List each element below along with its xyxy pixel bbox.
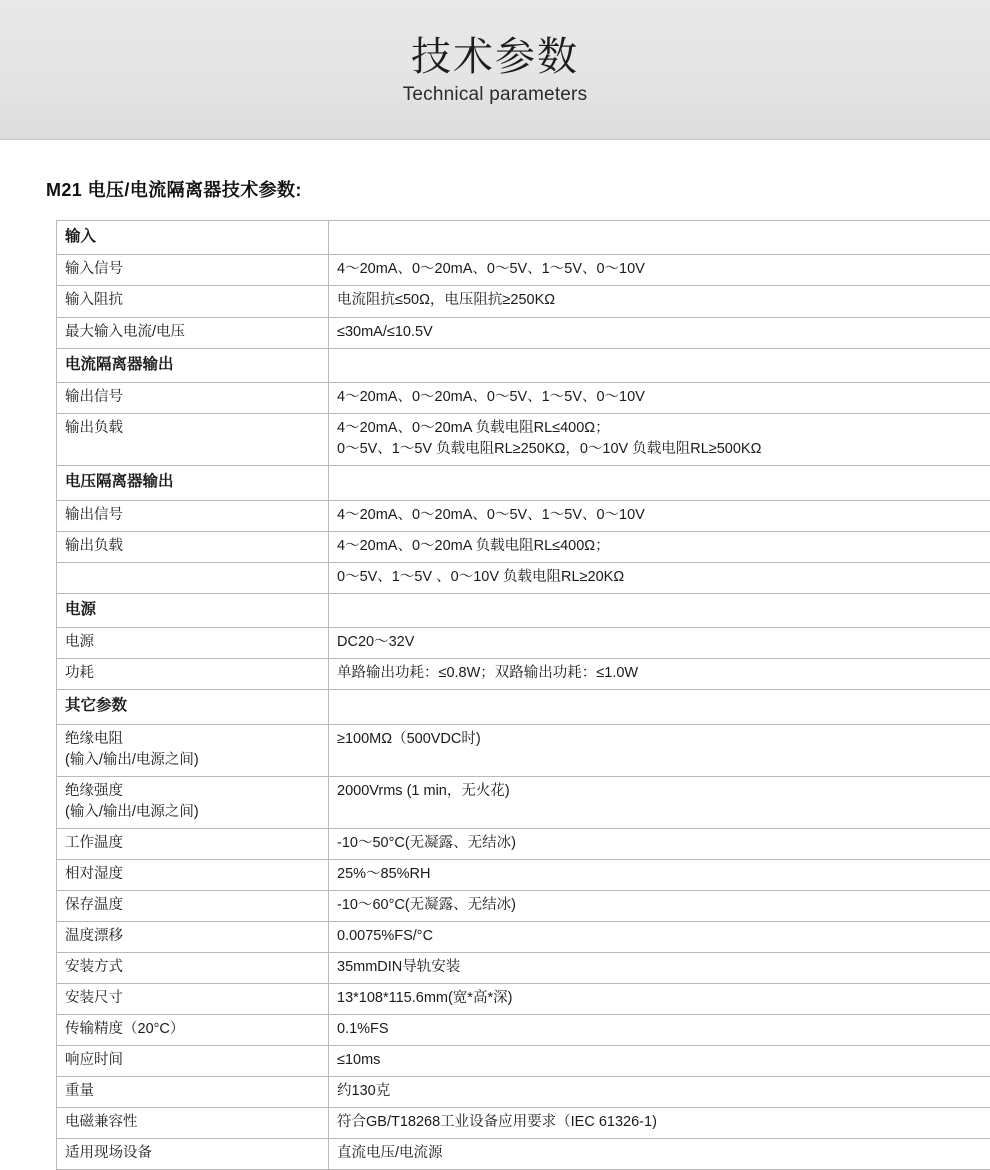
table-cell-value: ≤10ms — [329, 1045, 990, 1076]
table-group-row — [57, 690, 990, 724]
table-cell-value: 0.0075%FS/°C — [329, 921, 990, 952]
table-row — [57, 724, 990, 776]
table-cell-label: 电压隔离器输出 — [57, 466, 329, 500]
table-row — [57, 1076, 990, 1107]
table-cell-value: 符合GB/T18268工业设备应用要求（IEC 61326-1) — [329, 1107, 990, 1138]
spec-table — [56, 220, 990, 1170]
table-row — [57, 983, 990, 1014]
table-cell-label: 重量 — [57, 1076, 329, 1107]
table-cell-label: 输入阻抗 — [57, 286, 329, 317]
table-cell-label: 适用现场设备 — [57, 1138, 329, 1169]
table-row — [57, 628, 990, 659]
table-group-row — [57, 466, 990, 500]
table-cell-label: 安装尺寸 — [57, 983, 329, 1014]
table-row — [57, 414, 990, 466]
table-cell-value: 4～20mA、0～20mA、0～5V、1～5V、0～10V — [329, 500, 990, 531]
table-cell-label: 功耗 — [57, 659, 329, 690]
table-cell-label: 温度漂移 — [57, 921, 329, 952]
table-row — [57, 1014, 990, 1045]
table-cell-value: 4～20mA、0～20mA 负载电阻RL≤400Ω； — [329, 531, 990, 562]
table-cell-label: 保存温度 — [57, 890, 329, 921]
table-row — [57, 921, 990, 952]
table-cell-value — [329, 466, 990, 500]
table-cell-label: 电源 — [57, 628, 329, 659]
banner-subtitle: Technical parameters — [403, 84, 588, 106]
table-group-row — [57, 221, 990, 255]
table-cell-label-sub: (输入/输出/电源之间) — [65, 802, 320, 823]
table-cell-label: 最大输入电流/电压 — [57, 317, 329, 348]
table-cell-label: 输出信号 — [57, 500, 329, 531]
table-cell-value: 约130克 — [329, 1076, 990, 1107]
page-title: M21 电压/电流隔离器技术参数: — [46, 176, 990, 202]
table-cell-label: 输出负载 — [57, 531, 329, 562]
table-cell-value: 电流阻抗≤50Ω，电压阻抗≥250KΩ — [329, 286, 990, 317]
table-cell-label: 输入 — [57, 221, 329, 255]
table-cell-label: 输入信号 — [57, 255, 329, 286]
table-cell-value: -10～50°C(无凝露、无结冰) — [329, 828, 990, 859]
table-cell-value: 0～5V、1～5V 、0～10V 负载电阻RL≥20KΩ — [329, 562, 990, 593]
table-cell-value: ≥100MΩ（500VDC时) — [329, 724, 990, 776]
table-row — [57, 952, 990, 983]
table-cell-value — [329, 348, 990, 382]
table-row — [57, 1045, 990, 1076]
table-cell-value: DC20～32V — [329, 628, 990, 659]
table-cell-label: 电源 — [57, 593, 329, 627]
table-cell-label: 安装方式 — [57, 952, 329, 983]
table-cell-label: 输出信号 — [57, 382, 329, 413]
table-row — [57, 562, 990, 593]
table-cell-label: 输出负载 — [57, 414, 329, 466]
table-cell-label: 绝缘强度 (输入/输出/电源之间) — [57, 776, 329, 828]
table-cell-value: 直流电压/电流源 — [329, 1138, 990, 1169]
table-cell-value: 单路输出功耗：≤0.8W；双路输出功耗：≤1.0W — [329, 659, 990, 690]
table-row — [57, 255, 990, 286]
table-cell-label: 相对湿度 — [57, 859, 329, 890]
table-row — [57, 382, 990, 413]
table-row — [57, 317, 990, 348]
table-cell-value — [329, 690, 990, 724]
table-row — [57, 859, 990, 890]
table-row — [57, 776, 990, 828]
table-cell-value: 4～20mA、0～20mA、0～5V、1～5V、0～10V — [329, 255, 990, 286]
table-row — [57, 890, 990, 921]
table-cell-value — [329, 593, 990, 627]
table-cell-label: 传输精度（20°C） — [57, 1014, 329, 1045]
table-cell-value: 13*108*115.6mm(宽*高*深) — [329, 983, 990, 1014]
table-cell-value: 0.1%FS — [329, 1014, 990, 1045]
table-cell-value: 4～20mA、0～20mA 负载电阻RL≤400Ω； 0～5V、1～5V 负载电阻RL≥250KΩ，0～10V 负载电阻RL≥500KΩ — [329, 414, 990, 466]
banner-title: 技术参数 — [411, 34, 579, 80]
table-row — [57, 286, 990, 317]
table-cell-label: 响应时间 — [57, 1045, 329, 1076]
table-row — [57, 828, 990, 859]
table-cell-value: 35mmDIN导轨安装 — [329, 952, 990, 983]
table-row — [57, 659, 990, 690]
table-row — [57, 531, 990, 562]
table-cell-value-sub: 0～5V、1～5V 负载电阻RL≥250KΩ，0～10V 负载电阻RL≥500KΩ — [337, 439, 982, 460]
table-cell-label: 工作温度 — [57, 828, 329, 859]
table-cell-label: 电磁兼容性 — [57, 1107, 329, 1138]
page-banner — [0, 0, 990, 140]
table-cell-value — [329, 221, 990, 255]
table-cell-value: ≤30mA/≤10.5V — [329, 317, 990, 348]
table-cell-label: 电流隔离器输出 — [57, 348, 329, 382]
table-cell-label: 绝缘电阻 (输入/输出/电源之间) — [57, 724, 329, 776]
table-cell-value: 25%～85%RH — [329, 859, 990, 890]
table-group-row — [57, 593, 990, 627]
table-cell-value: -10～60°C(无凝露、无结冰) — [329, 890, 990, 921]
table-cell-label — [57, 562, 329, 593]
table-row — [57, 1107, 990, 1138]
table-cell-value: 4～20mA、0～20mA、0～5V、1～5V、0～10V — [329, 382, 990, 413]
spec-table-wrapper — [56, 220, 956, 1170]
table-row — [57, 1138, 990, 1169]
table-cell-value: 2000Vrms (1 min，无火花) — [329, 776, 990, 828]
table-cell-label: 其它参数 — [57, 690, 329, 724]
table-cell-label-sub: (输入/输出/电源之间) — [65, 750, 320, 771]
table-group-row — [57, 348, 990, 382]
table-row — [57, 500, 990, 531]
